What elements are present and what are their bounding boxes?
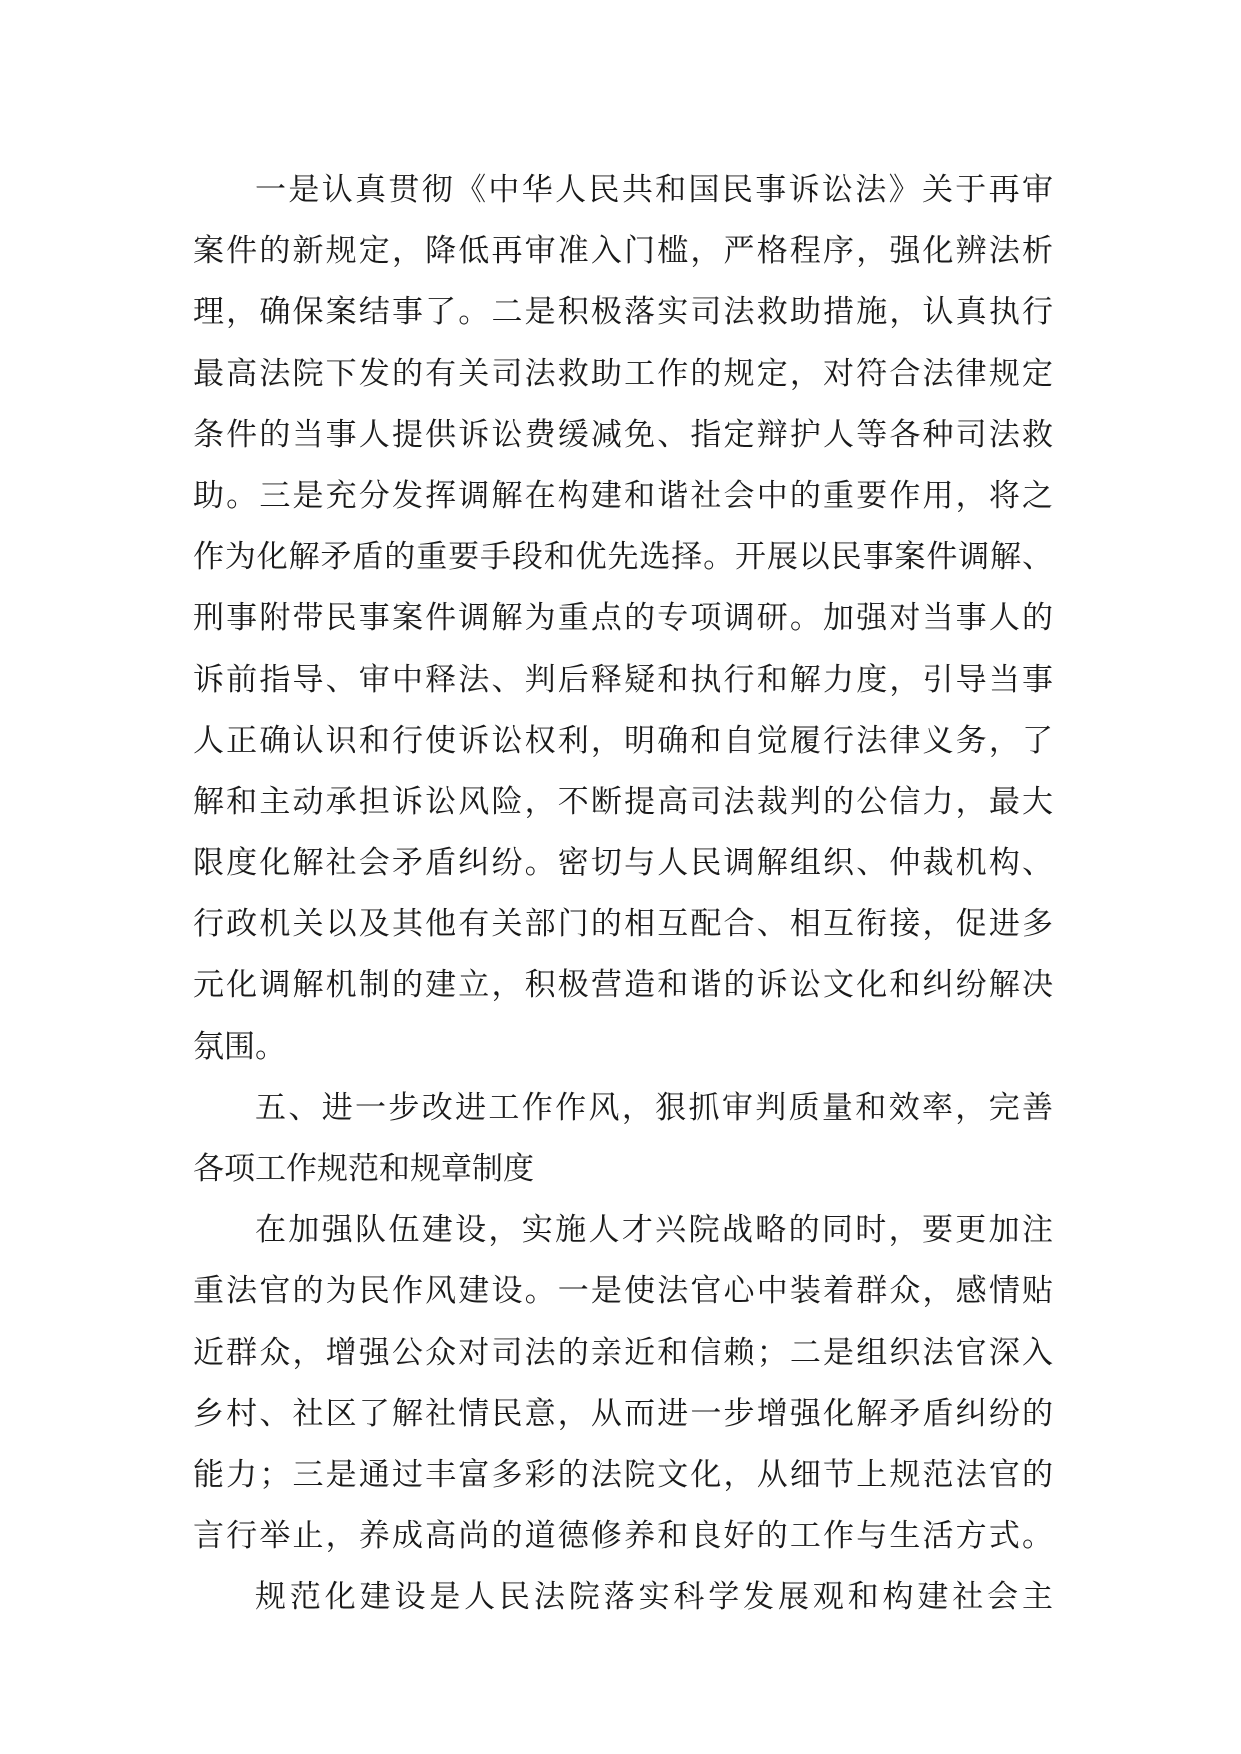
text-line: 限度化解社会矛盾纠纷。密切与人民调解组织、仲裁机构、 (193, 845, 1053, 882)
text-line: 氛围。 (193, 1028, 286, 1065)
text-line: 能力；三是通过丰富多彩的法院文化，从细节上规范法官的 (193, 1456, 1053, 1493)
text-line: 案件的新规定，降低再审准入门槛，严格程序，强化辨法析 (193, 233, 1053, 270)
text-line: 助。三是充分发挥调解在构建和谐社会中的重要作用，将之 (193, 477, 1053, 514)
text-line: 元化调解机制的建立，积极营造和谐的诉讼文化和纠纷解决 (193, 967, 1053, 1004)
text-line: 作为化解矛盾的重要手段和优先选择。开展以民事案件调解、 (193, 539, 1053, 576)
text-line: 一是认真贯彻《中华人民共和国民事诉讼法》关于再审 (255, 172, 1053, 208)
text-line: 人正确认识和行使诉讼权利，明确和自觉履行法律义务，了 (193, 722, 1053, 759)
section-heading-line: 各项工作规范和规章制度 (193, 1151, 534, 1187)
text-line: 诉前指导、审中释法、判后释疑和执行和解力度，引导当事 (193, 661, 1053, 698)
section-heading-line: 五、进一步改进工作作风，狠抓审判质量和效率，完善 (255, 1089, 1053, 1126)
text-line: 言行举止，养成高尚的道德修养和良好的工作与生活方式。 (193, 1518, 1053, 1555)
text-line: 最高法院下发的有关司法救助工作的规定，对符合法律规定 (193, 355, 1053, 392)
body-text (193, 160, 1053, 1629)
text-line: 重法官的为民作风建设。一是使法官心中装着群众，感情贴 (193, 1273, 1053, 1310)
text-line: 规范化建设是人民法院落实科学发展观和构建社会主 (255, 1579, 1053, 1616)
text-line: 解和主动承担诉讼风险，不断提高司法裁判的公信力，最大 (193, 783, 1053, 820)
text-line: 刑事附带民事案件调解为重点的专项调研。加强对当事人的 (193, 600, 1053, 637)
text-line: 条件的当事人提供诉讼费缓减免、指定辩护人等各种司法救 (193, 416, 1053, 453)
text-line: 理，确保案结事了。二是积极落实司法救助措施，认真执行 (193, 294, 1053, 331)
text-line: 行政机关以及其他有关部门的相互配合、相互衔接，促进多 (193, 906, 1053, 943)
text-line: 在加强队伍建设，实施人才兴院战略的同时，要更加注 (255, 1212, 1053, 1249)
text-line: 乡村、社区了解社情民意，从而进一步增强化解矛盾纠纷的 (193, 1395, 1053, 1432)
text-line: 近群众，增强公众对司法的亲近和信赖；二是组织法官深入 (193, 1334, 1053, 1371)
